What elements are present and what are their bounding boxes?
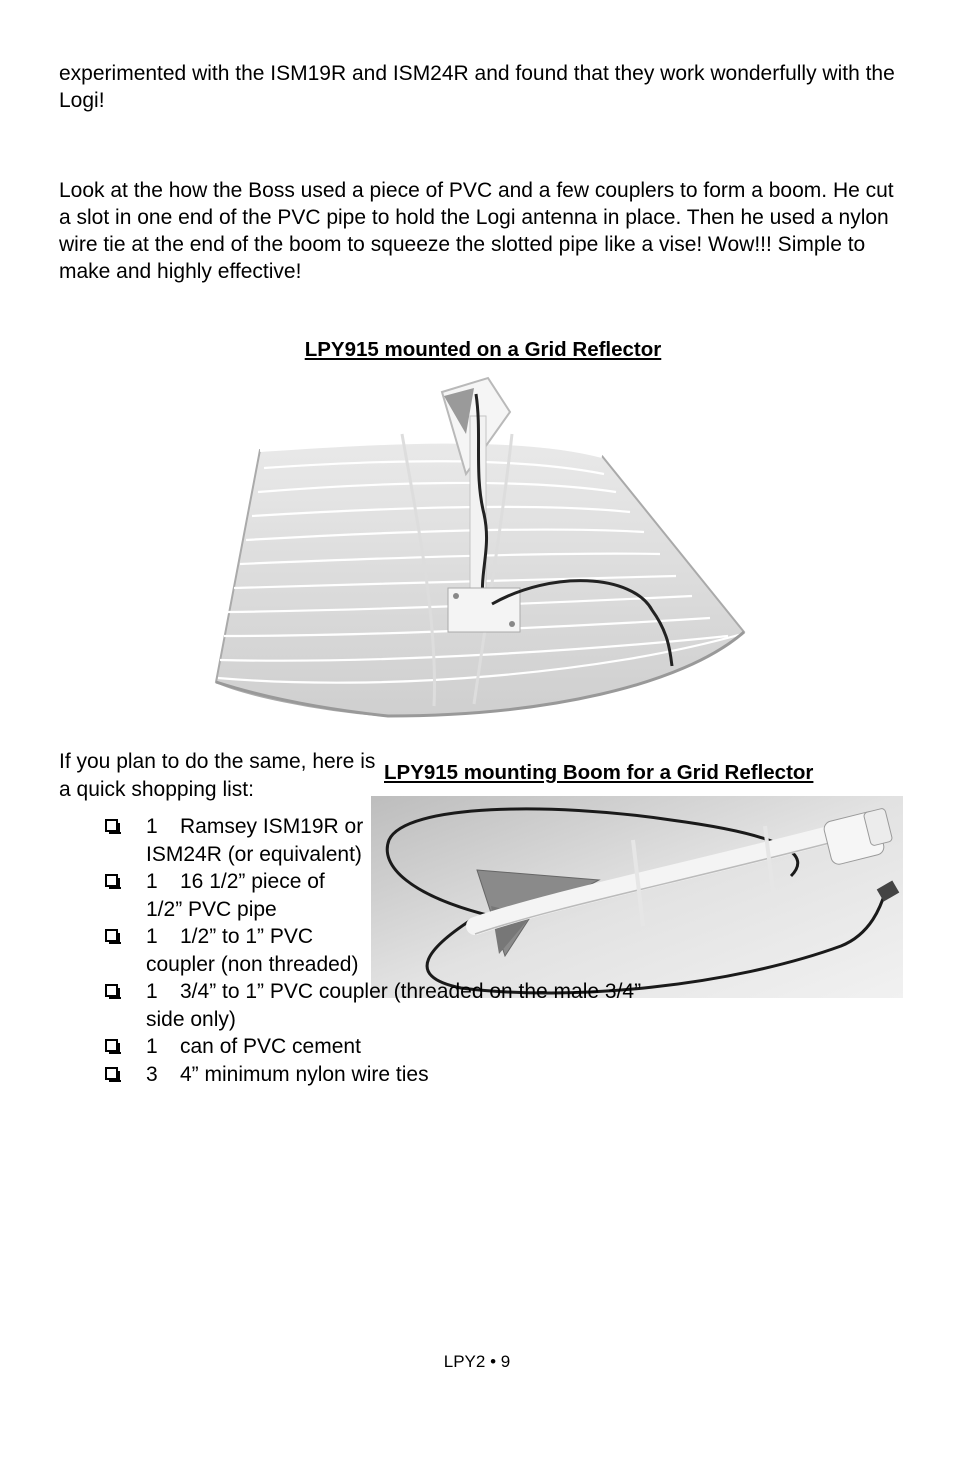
shopping-list (100, 813, 660, 1088)
figure1-caption: LPY915 mounted on a Grid Reflector (304, 338, 662, 361)
list-item: 3 4” minimum nylon wire ties (100, 1061, 660, 1089)
figure2-caption: LPY915 mounting Boom for a Grid Reflector (384, 761, 814, 784)
checkbox-icon (105, 874, 118, 887)
list-item: 1 can of PVC cement (100, 1033, 660, 1061)
page-footer: LPY2 • 9 (443, 1352, 511, 1371)
list-item: 1 Ramsey ISM19R or ISM24R (or equivalent) (100, 813, 366, 868)
shopping-list-intro: If you plan to do the same, here is a quick shopping list: (59, 750, 376, 801)
checkbox-icon (105, 929, 118, 942)
checkbox-icon (105, 819, 118, 832)
list-item: 1 16 1/2” piece of 1/2” PVC pipe (100, 868, 366, 923)
intro-paragraph: experimented with the ISM19R and ISM24R and found that they work wonderfully with the Logi! (59, 62, 895, 112)
boom-paragraph: Look at the how the Boss used a piece of PVC and a few couplers to form a boom. He cut a slot in one end of the PVC pipe to hold the Logi antenna in place. Then he used a nylon wire tie at the end of the boom to squeeze the slotted pipe like a vise! Wow!!! Simple to make and highly effective! (59, 179, 894, 283)
list-item: 1 1/2” to 1” PVC coupler (non threaded) (100, 923, 366, 978)
checkbox-icon (105, 984, 118, 997)
grid-reflector-photo (212, 374, 752, 720)
checkbox-icon (105, 1067, 118, 1080)
checkbox-icon (105, 1039, 118, 1052)
list-item: 1 3/4” to 1” PVC coupler (threaded on the male 3/4” side only) (100, 978, 660, 1033)
